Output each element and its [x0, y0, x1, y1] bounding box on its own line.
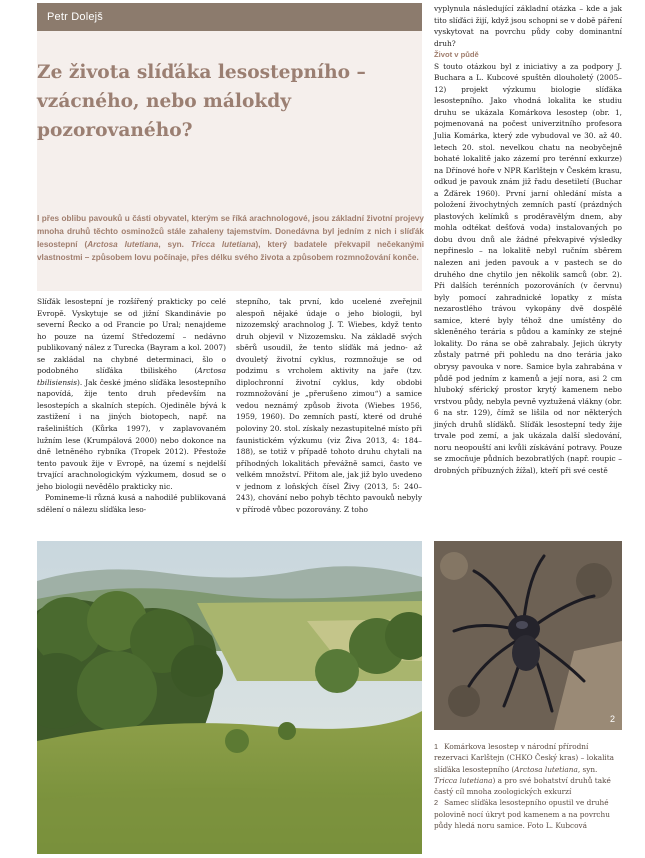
body-paragraph: stepního, tak první, kdo ucelené zveřejnil alespoň nějaké údaje o jeho biologii, byl nizozemský arachnolog J. T. Wiebes, když tento druh objevil v Nizozemsku. Na základě svých sběrů usoudil, že tento slíďák má jedno- až dvouletý životní cyklus, rozmnožuje se od podzimu s vrcholem aktivity na jaře (tzv. diplochronní životní cyklus, kdy obdobi rozmnožování je „přerušeno zimou“) a samice vedou neznámý způsob života (Wiebes 1956, 1959, 1960). Do zemních pastí, které od druhé poloviny 20. stol. získaly nezastupitelné místo při faunistickém výzkumu (viz Živa 2013, 4: 184–188), se totiž v případě tohoto druhu chytali na příhodných lokalitách převážně samci, často ve velkém množství. Přitom ale, jak již bylo uvedeno v jednom z loňských čísel Živy (2013, 5: 240–243), chování nebo pohyb těchto pavouků nebyly v přírodě vůbec pozorovány. Z toho [236, 297, 422, 514]
body-column-2 [236, 296, 422, 515]
body-paragraph: vyplynula následující základní otázka – kde a jak tito slíďáci žijí, když jsou schopni se v době páření vyskytovat na povrchu půdy coby dominantní druh? [434, 4, 622, 48]
lead-synonym: Tricca lutetiana [190, 239, 256, 249]
body-column-3 [434, 3, 622, 476]
author-bar [37, 3, 422, 31]
section-subheading: Život v půdě [434, 50, 479, 60]
photo-number: 2 [609, 714, 615, 724]
body-paragraph: Slíďák lesostepní je rozšířený prakticky po celé Evropě. Vyskytuje se od jižní Skandinávie po severní Řecko a od Francie po Ural; nenajdeme ho pouze na území Středozemí – nedávno publikovaný nález z Turecka (Bayram a kol. 2007) se zakládal na chybné determinaci, šlo o podobného slíďáka tbiliského (Arctosa tbilisiensis). Jak české jméno slíďáka lesostepního napovídá, žije tento druh především na lesostepích a skalních stepích. Ojediněle bývá k zastižení i na jiných biotopech, např. na rašeliništích (Kůrka 1997), v zaplavovaném lužním lese (Krumpálová 2000) nebo dokonce na dně letněného rybníka (Tropek 2012). Přestože tento pavouk žije v Evropě, na území s nejdelší trvající arachnologickým výzkumem, dosud se o jeho biologii nevědělo prakticky nic. [37, 297, 226, 491]
photo-captions [434, 741, 622, 831]
caption-2: 2 Samec slíďáka lesostepního opustil ve druhé polovině nocí úkryt pod kamenem a na povrchu půdy hledá noru samice. Foto L. Kubcová [434, 798, 610, 831]
lead-paragraph: I přes oblibu pavouků u části obyvatel, kterým se říká arachnologové, jsou základní životní projevy mnoha druhů těchto osminožců stále zahaleny tajemstvím. Donedávna byl jedním z nich i slíďák lesostepní (Arctosa lutetiana, syn. Tricca lutetiana), který badatele překvapil nečekanými vlastnostmi – způsobem lovu počínaje, přes délku svého života a způsobem rozmnožování konče. [37, 214, 424, 262]
article-title: Ze života slíďáka lesostepního – vzácného, nebo málokdy pozorovaného? [37, 62, 366, 141]
caption-1: 1 Komárkova lesostep v národní přírodní rezervaci Karlštejn (CHKO Český kras) – lokalita slíďáka lesostepního (Arctosa lutetiana, syn. Tricca lutetiana) a pro své bohatství druhů také častý cíl mnoha zoologických exkurzí [434, 742, 615, 797]
photo-landscape [37, 541, 422, 854]
lead-species: Arctosa lutetiana [87, 239, 159, 249]
body-column-1 [37, 296, 226, 515]
author-name: Petr Dolejš [47, 11, 103, 23]
photo-spider [434, 541, 622, 730]
landscape-illustration [37, 541, 422, 854]
body-paragraph: Pominemе-li různá kusá a nahodilé publikovaná sdělení o nálezu slíďáka leso- [37, 493, 226, 514]
spider-illustration [434, 541, 622, 730]
body-paragraph: S touto otázkou byl z iniciativy a za podpory J. Buchara a L. Kubcové spuštěn dlouholetý (2005–12) projekt výzkumu biologie slíďáka lesostepního. Jako vhodná lokalita ke studiu druhu se ukázala Komárkova lesostep (obr. 1, pojmenovaná na počest univerzitního profesora Julia Komárka, který zde vybudoval ve 30. až 40. letech 20. stol. nevelkou chatu na neobyčejně bohaté lokalitě jako zázemí pro terénní exkurze) na Dřínové hoře v NPR Karlštejn v Českém krasu, odkud je pavouk znám již řadu desetiletí (Buchar a Žďárek 1960). První jarní ohledání místa a položení živochytných zemních pastí (prázdných plastových kelímků s proděravělým dnem, aby mohla odtékat dešťová voda) instalovaných po dobu dvou dnů ale žádné překvapivé výsledky nepřineslo – na lokalitě nebyl ručním sběrem nalezen ani jeden pavouk a v pastech se do druhého dne chytilo jen několik samců (obr. 2). Při dalších terénních pozorováních (v červnu) byly pomocí zahradnické lopatky z místa nezarostlého trávou vykopány dvě dospělé samice, které byly téhož dne umístěny do skleněného terária s půdou a kamínky ze stejné lokality. Do rána se obě zahrabaly. Jejich úkryty zůstaly patrné při pohledu na dno terária jako obrysy pavouka v nore. Samice byla zahrabána v půdě pod jedním z kamenů a její nora, asi 2 cm hluboký sférický prostor krytý kamenem nebo vrstvou půdy, nebyla pevně vyztužená vlákny (obr. 6 na str. 129), čímž se lišila od nor některých jiných druhů slíďáků. Slíďák lesostepní tedy žije trvale pod zemí, a jak ukázala další sledování, noru neopouští ani kvůli získávání potravy. Pouze se zmocňuje půdních bezobratlých (např. roupic – drobných příbuzných žížal), kteří při své cestě [434, 61, 622, 475]
